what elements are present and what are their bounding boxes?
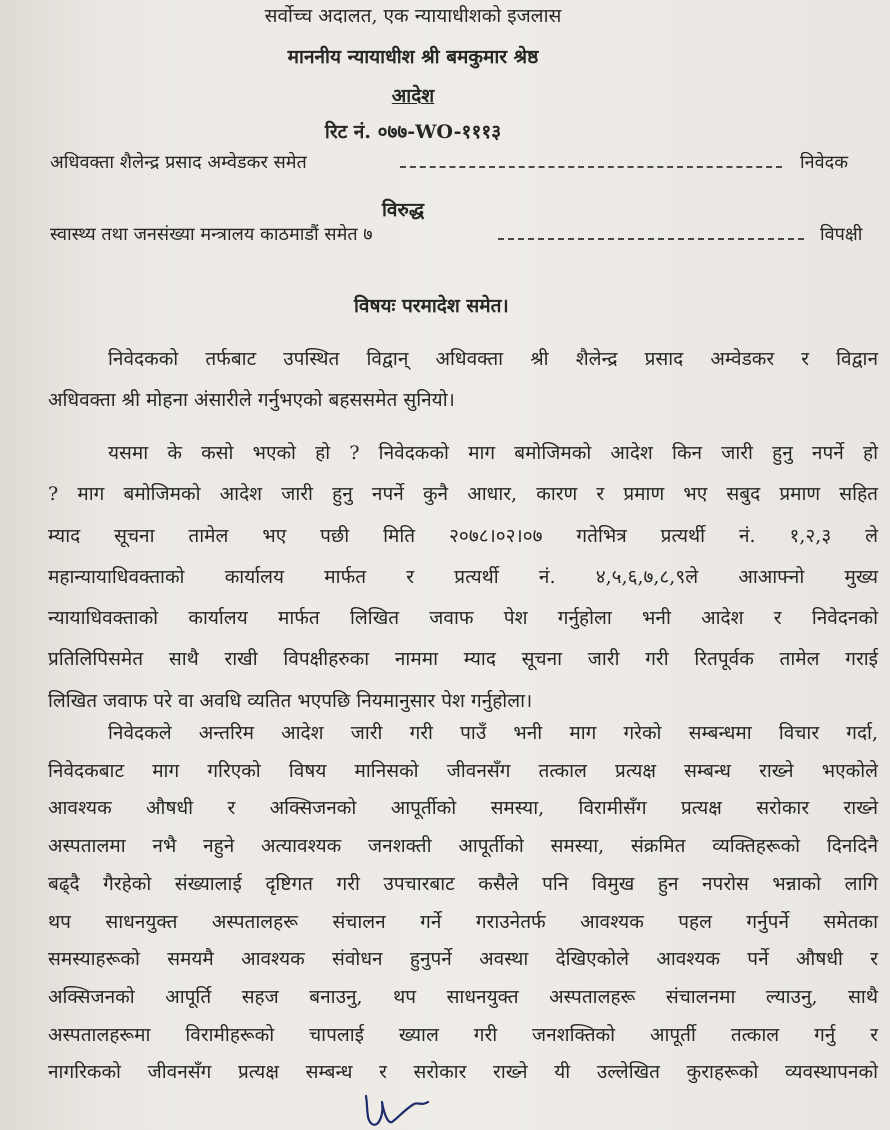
paragraph-line: प्रतिलिपिसमेत साथै राखी विपक्षीहरुका नाममा म्याद सूचना जारी गरी रितपूर्वक तामेल गराई bbox=[48, 648, 878, 671]
respondent-name: स्वास्थ्य तथा जनसंख्या मन्त्रालय काठमाडौं समेत ७ bbox=[50, 224, 373, 245]
petitioner-name: अधिवक्ता शैलेन्द्र प्रसाद अम्वेडकर समेत bbox=[50, 152, 307, 173]
paragraph-line: बढ्दै गैरहेको संख्यालाई दृष्टिगत गरी उपचारबाट कसैले पनि विमुख हुन नपरोस भन्नाको लागि bbox=[48, 872, 878, 895]
petitioner-role: निवेदक bbox=[800, 152, 849, 173]
paragraph-line: अधिवक्ता श्री मोहना अंसारीले गर्नुभएको बहससमेत सुनियो। bbox=[48, 389, 455, 412]
hearing-paragraph bbox=[48, 339, 878, 422]
show-cause-paragraph bbox=[48, 433, 878, 722]
paragraph-line: निवेदकले अन्तरिम आदेश जारी गरी पाउँ भनी माग गरेको सम्बन्धमा विचार गर्दा, bbox=[108, 722, 878, 744]
petitioner-row bbox=[50, 150, 862, 184]
paragraph-line: निवेदकको तर्फबाट उपस्थित विद्वान् अधिवक्ता श्री शैलेन्द्र प्रसाद अम्वेडकर र विद्वान bbox=[108, 348, 878, 370]
respondent-role: विपक्षी bbox=[820, 224, 863, 245]
court-heading: सर्वोच्च अदालत, एक न्यायाधीशको इजलास bbox=[264, 5, 562, 27]
versus-label: विरुद्ध bbox=[382, 199, 425, 221]
paragraph-line: नागरिकको जीवनसँग प्रत्यक्ष सम्बन्ध र सरोकार राख्ने यी उल्लेखित कुराहरूको व्यवस्थापनको bbox=[48, 1061, 878, 1084]
paragraph-line: अस्पतालहरूमा विरामीहरूको चापलाई ख्याल गरी जनशक्तिको आपूर्ती तत्काल गर्नु र bbox=[48, 1023, 878, 1046]
subject-line: विषयः परमादेश समेत। bbox=[354, 295, 509, 317]
dotted-leader bbox=[400, 166, 782, 168]
paragraph-line: यसमा के कसो भएको हो ? निवेदकको माग बमोजिमको आदेश किन जारी हुनु नपर्ने हो bbox=[108, 442, 878, 464]
order-title: आदेश bbox=[391, 85, 435, 107]
judge-name: माननीय न्यायाधीश श्री बमकुमार श्रेष्ठ bbox=[287, 46, 539, 68]
paragraph-line: न्यायाधिवक्ताको कार्यालय मार्फत लिखित जवाफ पेश गर्नुहोला भनी आदेश र निवेदनको bbox=[48, 607, 878, 630]
writ-number: रिट नं. ०७७-WO-१११३ bbox=[324, 121, 502, 143]
handwritten-initial-signature bbox=[358, 1088, 438, 1130]
paragraph-line: आवश्यक औषधी र अक्सिजनको आपूर्तीको समस्या, विरामीसँग प्रत्यक्ष सरोकार राख्ने bbox=[48, 797, 878, 820]
paragraph-line: म्याद सूचना तामेल भए पछी मिति २०७८।०२।०७ गतेभित्र प्रत्यर्थी नं. १,२,३ ले bbox=[48, 524, 878, 547]
paragraph-line: निवेदकबाट माग गरिएको विषय मानिसको जीवनसँग तत्काल प्रत्यक्ष सम्बन्ध राख्ने भएकोले bbox=[48, 759, 878, 782]
paragraph-line: थप साधनयुक्त अस्पतालहरू संचालन गर्ने गराउनेतर्फ आवश्यक पहल गर्नुपर्ने समेतका bbox=[48, 910, 878, 933]
respondent-row bbox=[50, 222, 862, 256]
paragraph-line: अस्पतालमा नभै नहुने अत्यावश्यक जनशक्ती आपूर्तीको समस्या, संक्रमित व्यक्तिहरूको दिनदिनै bbox=[48, 835, 878, 858]
paragraph-line: समस्याहरूको समयमै आवश्यक संवोधन हुनुपर्ने अवस्था देखिएकोले आवश्यक पर्ने औषधी र bbox=[48, 948, 878, 971]
paragraph-line: लिखित जवाफ परे वा अवधि व्यतित भएपछि नियमानुसार पेश गर्नुहोला। bbox=[48, 689, 533, 712]
paragraph-line: ? माग बमोजिमको आदेश जारी हुनु नपर्ने कुनै आधार, कारण र प्रमाण भए सबुद प्रमाण सहित bbox=[48, 483, 878, 506]
dotted-leader bbox=[498, 238, 804, 240]
interim-order-paragraph bbox=[48, 715, 878, 1092]
paragraph-line: महान्यायाधिवक्ताको कार्यालय मार्फत र प्रत्यर्थी नं. ४,५,६,७,८,९ले आआफ्नो मुख्य bbox=[48, 565, 878, 588]
paragraph-line: अक्सिजनको आपूर्ति सहज बनाउनु, थप साधनयुक्त अस्पतालहरू संचालनमा ल्याउनु, साथै bbox=[48, 985, 878, 1008]
